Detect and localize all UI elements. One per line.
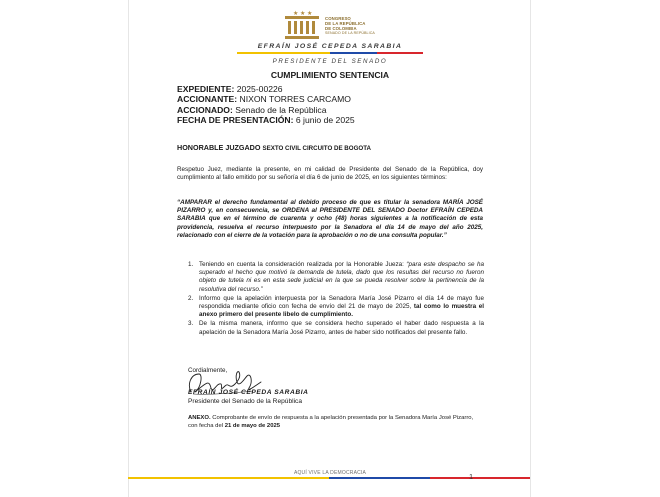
list-number: 3. — [188, 320, 194, 328]
header-role: PRESIDENTE DEL SENADO — [272, 58, 388, 65]
meta-value: NIXON TORRES CARCAMO — [239, 94, 351, 105]
meta-row-accionante — [177, 94, 497, 104]
list-text-plain: Teniendo en cuenta la consideración realizada por la Honorable Jueza: — [199, 261, 407, 268]
list-item — [188, 320, 484, 336]
capitol-icon: ★ ★ ★ — [283, 12, 321, 40]
list-item — [188, 261, 484, 294]
closing-salutation: Cordialmente, — [188, 367, 228, 374]
case-metadata — [177, 84, 497, 126]
numbered-list — [188, 261, 484, 338]
intro-paragraph: Respetuo Juez, mediante la presente, en mi calidad de Presidente del Senado de la República, doy cumplimiento al fallo emitido por su señoría el día 6 de junio de 2025, en los siguientes términos: — [177, 166, 483, 182]
document-title: CUMPLIMIENTO SENTENCIA — [270, 70, 390, 80]
meta-row-expediente — [177, 84, 497, 94]
meta-value: Senado de la República — [235, 104, 327, 115]
logo-wordmark — [325, 16, 375, 36]
header-tricolor-line — [237, 52, 423, 54]
meta-label: EXPEDIENTE: — [177, 84, 235, 94]
meta-row-fecha — [177, 115, 497, 125]
annex-date: 21 de mayo de 2025 — [224, 423, 281, 429]
list-text — [199, 320, 484, 336]
signer-name: EFRAÍN JOSÉ CEPEDA SARABIA — [188, 389, 309, 396]
list-number: 1. — [188, 261, 194, 268]
court-label: HONORABLE JUZGADO — [177, 143, 261, 152]
meta-row-accionado — [177, 105, 497, 115]
annex-label: ANEXO. — [188, 415, 211, 421]
logo-line-1: CONGRESO — [325, 16, 351, 21]
court-addressee — [177, 143, 371, 152]
logo-line-4: SENADO DE LA REPÚBLICA — [325, 31, 375, 35]
meta-label: FECHA DE PRESENTACIÓN: — [177, 115, 294, 126]
list-text-italic: “para este despacho se ha superado el hecho que motivó la demanda de tutela, dado que los resultas del recurso no fueron objeto de tutela ni es en esta sede judicial en la que se pueda resolver sobre la pertinencia de la resolutiva del recurso.” — [199, 261, 484, 293]
signer-role: Presidente del Senado de la República — [188, 398, 303, 405]
annex-text: Comprobante de envío de respuesta a la apelación presentada por la Senadora María José Pizarro, con fecha del — [188, 415, 474, 429]
list-text — [199, 295, 484, 320]
senate-logo — [283, 11, 375, 41]
header-president-name: EFRAÍN JOSÉ CEPEDA SARABIA — [257, 43, 403, 50]
footer-slogan: AQUÍ VIVE LA DEMOCRACIA — [293, 470, 367, 476]
page-number: 1 — [469, 472, 474, 481]
handwritten-signature — [183, 362, 269, 402]
court-value: SEXTO CIVIL CIRCUITO DE BOGOTA — [262, 145, 371, 152]
list-text-bold: tal como lo muestra el anexo primero del presente libelo de cumplimiento. — [199, 303, 484, 319]
meta-value: 2025-00226 — [236, 84, 283, 94]
logo-line-2: DE LA REPÚBLICA — [325, 21, 366, 26]
list-text-plain: Informo que la apelación interpuesta por la Senadora María José Pizarro el día 14 de mayo fue respondida mediante oficio con fecha de envío del 21 de mayo de 2025, — [199, 294, 484, 311]
list-text-plain: De la misma manera, informo que se considera hecho superado el haber dado respuesta a la apelación de la Senadora María José Pizarro, antes de haber sido notificados del presente fallo. — [199, 320, 484, 336]
list-item — [188, 295, 484, 320]
logo-line-3: DE COLOMBIA — [325, 26, 357, 31]
meta-label: ACCIONANTE: — [177, 94, 238, 105]
ruling-quote: “AMPARAR el derecho fundamental al debido proceso de que es titular la senadora MARÍA JOSÉ PIZARRO y, en consecuencia, se ORDENA al PRESIDENTE DEL SENADO Doctor EFRAÍN CEPEDA SARABIA que en el término de cuarenta y ocho (48) horas siguientes a la notificación de esta providencia, resuelva el recurso interpuesto por la Senadora el día 14 de mayo del año 2025, relacionado con el cierre de la votación para la aprobación o no de una consulta popular.” — [177, 199, 483, 239]
list-number: 2. — [188, 294, 194, 302]
annex-note — [188, 414, 482, 430]
meta-value: 6 junio de 2025 — [295, 115, 355, 126]
list-text — [199, 261, 484, 294]
meta-label: ACCIONADO: — [177, 104, 233, 115]
